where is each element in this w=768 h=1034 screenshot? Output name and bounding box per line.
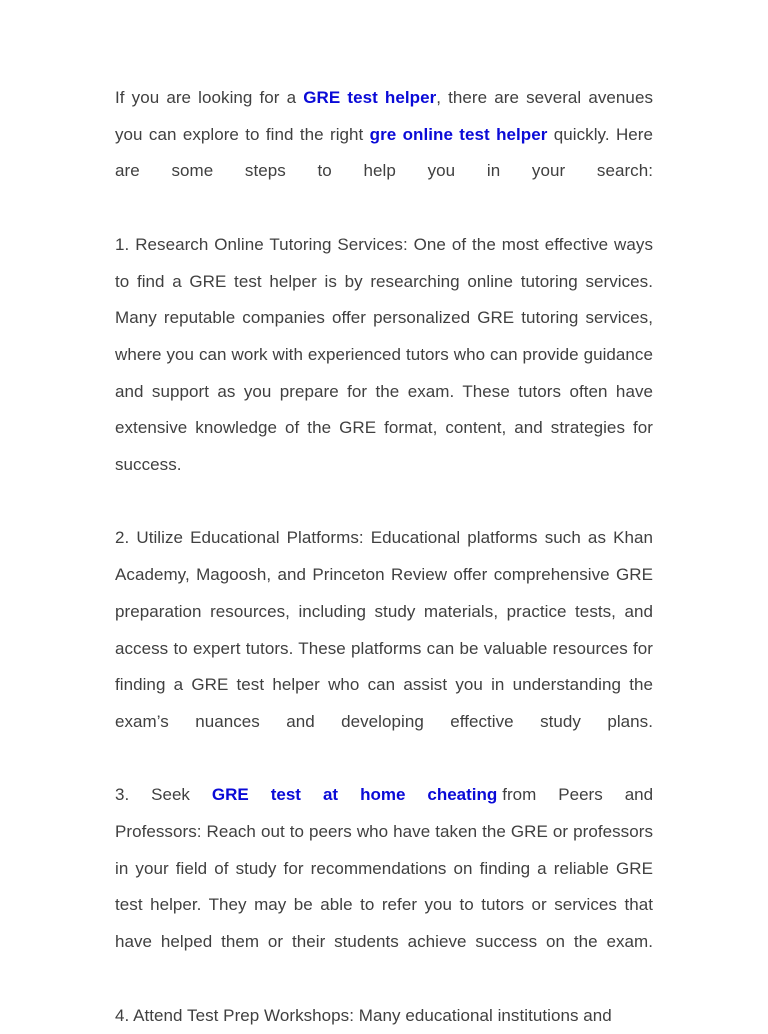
intro-text-before-link1: If you are looking for a [115, 88, 304, 107]
list-item-3-rest: Professors: Reach out to peers who have taken the GRE or professors in your field of study for recommendations on finding a reliable GRE test helper. They may be able to refer you to tutors or services that have helped them or their students achieve success on the exam. [115, 822, 653, 952]
list-item-3-word-peers: Peers [558, 785, 603, 805]
justify-gap [338, 777, 360, 814]
paragraph-intro [115, 80, 653, 227]
link-gre-online-test-helper[interactable]: gre online test helper [369, 124, 548, 144]
link-gre-test-helper[interactable]: GRE test helper [303, 88, 437, 107]
list-item-4: 4. Attend Test Prep Workshops: Many educational institutions and [115, 1005, 612, 1025]
list-item-1: 1. Research Online Tutoring Services: One of the most effective ways to find a GRE test helper is by researching online tutoring services. Many reputable companies offer personalized GRE tutoring services, where you can work with experienced tutors who can provide guidance and support as you prepare for the exam. These tutors often have extensive knowledge of the GRE format, content, and strategies for success. [115, 234, 653, 475]
text-column [115, 80, 653, 1034]
list-item-3-marker: 3. [115, 785, 130, 805]
justify-gap [405, 777, 427, 814]
intro-text-after-link2: quickly. Here are some steps to help you in your search: [115, 124, 653, 181]
justify-gap [249, 777, 271, 814]
justify-gap [603, 777, 625, 814]
link-word-at[interactable]: at [322, 785, 339, 805]
list-item-3-first-line [115, 777, 653, 814]
list-item-3-word-from: from [502, 785, 537, 805]
list-item-2: 2. Utilize Educational Platforms: Educational platforms such as Khan Academy, Magoosh, and Princeton Review offer comprehensive GRE preparation resources, including study materials, practice tests, and access to expert tutors. These platforms can be valuable resources for finding a GRE test helper who can assist you in understanding the exam’s nuances and developing effective study plans. [115, 528, 653, 731]
justify-gap [536, 777, 558, 814]
link-word-home[interactable]: home [360, 785, 406, 805]
justify-gap [301, 777, 323, 814]
link-word-cheating[interactable]: cheating [427, 785, 498, 805]
justify-gap [129, 777, 151, 814]
list-item-3-seek-word: Seek [151, 785, 190, 805]
justify-gap [190, 777, 212, 814]
link-word-gre[interactable]: GRE [211, 785, 249, 805]
link-word-test[interactable]: test [270, 785, 301, 805]
list-item-3-word-and: and [624, 785, 654, 805]
intro-text-between-links: , there are several avenues you can explore to find the right [115, 88, 653, 144]
